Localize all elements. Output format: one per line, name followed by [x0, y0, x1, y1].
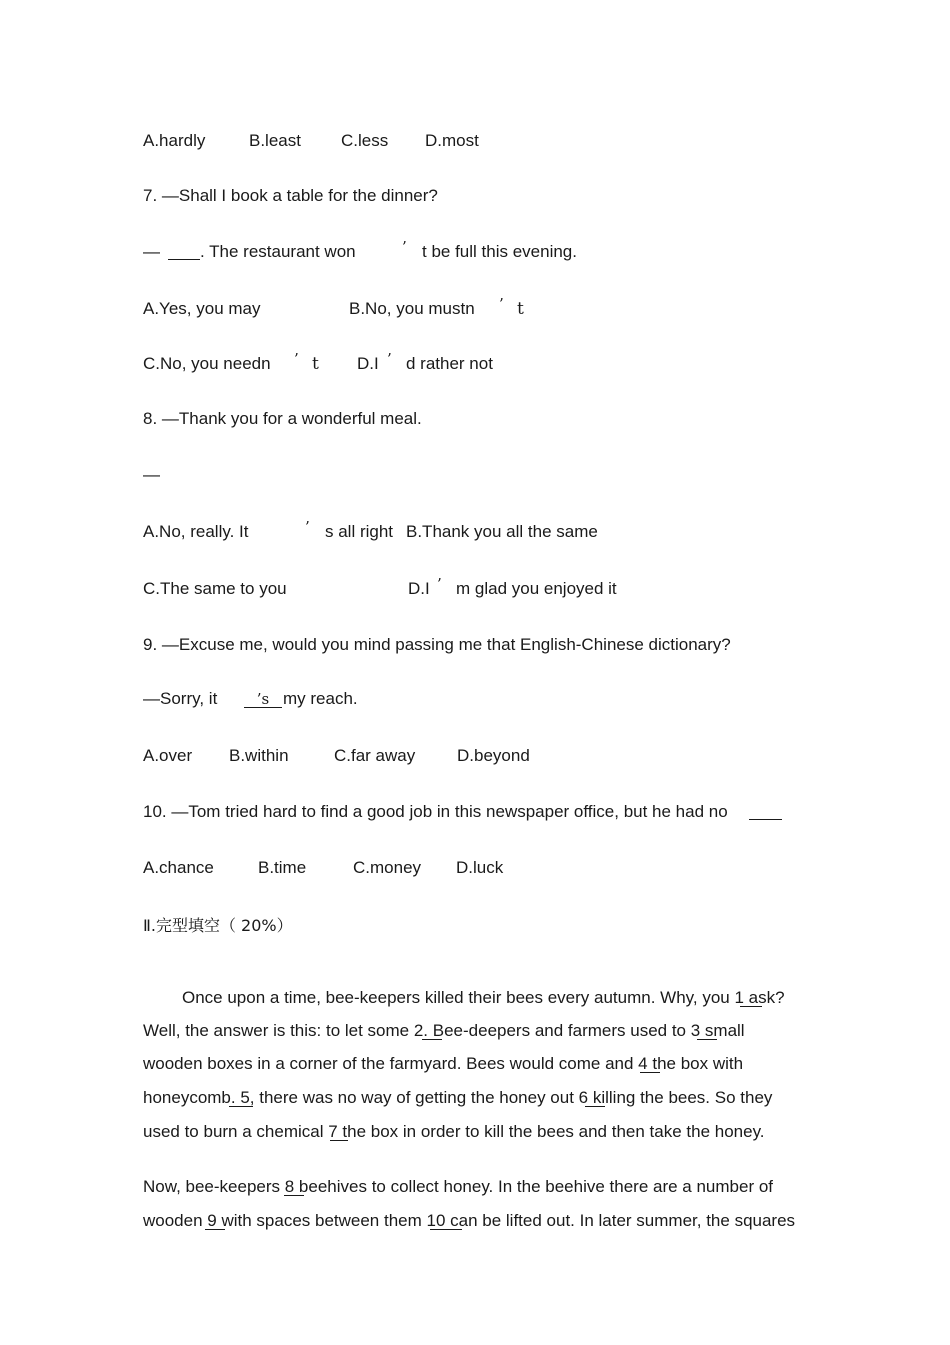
q7-option-b: B.No, you mustn	[349, 299, 475, 318]
blank-5-underline	[229, 1106, 253, 1107]
q8-option-a-end: s all right	[325, 522, 394, 541]
q7-option-d-apos: ’	[387, 350, 392, 368]
blank-3-underline	[697, 1039, 717, 1040]
q7-dash: —	[143, 242, 160, 261]
blank-2-underline	[422, 1039, 442, 1040]
q9-option-b: B.within	[229, 746, 289, 765]
passage-line-7: wooden 9 with spaces between them 10 can be lifted out. In later summer, the squares	[143, 1211, 796, 1230]
q7-apostrophe: ’	[402, 238, 407, 256]
blank-4-underline	[640, 1072, 660, 1073]
q8-option-a-apos: ’	[305, 518, 310, 536]
blank-1-underline	[740, 1006, 762, 1007]
section-title: Ⅱ.完型填空（ 20%）	[143, 916, 293, 935]
q6-option-b: B.least	[249, 131, 301, 150]
passage-line-4: honeycomb. 5, there was no way of getting the honey out 6 killing the bees. So they	[143, 1088, 773, 1107]
q6-option-d: D.most	[425, 131, 479, 150]
q7-option-a: A.Yes, you may	[143, 299, 261, 318]
passage-line-5: used to burn a chemical 7 the box in order to kill the bees and then take the honey.	[143, 1122, 765, 1141]
q9-option-c: C.far away	[334, 746, 416, 765]
blank-7-underline	[330, 1140, 348, 1141]
q8-option-d-apos: ’	[437, 575, 442, 593]
blank-8-underline	[284, 1195, 304, 1196]
q8-question: 8. —Thank you for a wonderful meal.	[143, 409, 422, 428]
q10-option-a: A.chance	[143, 858, 214, 877]
q9-response-start: —Sorry, it	[143, 689, 218, 708]
q10-option-b: B.time	[258, 858, 307, 877]
q8-option-a: A.No, really. It	[143, 522, 249, 541]
q8-option-b: B.Thank you all the same	[406, 522, 598, 541]
q8-option-d: D.I	[408, 579, 430, 598]
q7-option-c: C.No, you needn	[143, 354, 271, 373]
q7-response-end: t be full this evening.	[422, 242, 577, 261]
q10-option-c: C.money	[353, 858, 422, 877]
q6-option-c: C.less	[341, 131, 389, 150]
q8-option-d-end: m glad you enjoyed it	[456, 579, 617, 598]
q10-question: 10. —Tom tried hard to find a good job in this newspaper office, but he had no	[143, 802, 728, 821]
passage-line-3: wooden boxes in a corner of the farmyard. Bees would come and 4 the box with	[143, 1054, 744, 1073]
passage-line-2: Well, the answer is this: to let some 2. Bee-deepers and farmers used to 3 small	[143, 1021, 745, 1040]
q6-option-a: A.hardly	[143, 131, 206, 150]
q9-question: 9. —Excuse me, would you mind passing me that English-Chinese dictionary?	[143, 635, 731, 654]
q9-response-end: my reach.	[283, 689, 358, 708]
q9-option-a: A.over	[143, 746, 193, 765]
q10-option-d: D.luck	[456, 858, 504, 877]
blank-9-underline	[205, 1229, 225, 1230]
q7-option-c-apos: ’	[294, 350, 299, 368]
q10-blank	[749, 803, 782, 820]
q9-option-d: D.beyond	[457, 746, 530, 765]
blank-6-underline	[585, 1106, 605, 1107]
q7-question: 7. —Shall I book a table for the dinner?	[143, 186, 438, 205]
q7-option-c-end: t	[312, 354, 319, 374]
q7-option-b-apos: ’	[499, 295, 504, 313]
q8-dash: —	[143, 465, 160, 484]
blank-10-underline	[430, 1229, 462, 1230]
passage-line-1: Once upon a time, bee-keepers killed their bees every autumn. Why, you 1 ask?	[182, 988, 785, 1007]
q7-option-d: D.I	[357, 354, 379, 373]
passage-line-6: Now, bee-keepers 8 beehives to collect honey. In the beehive there are a number of	[143, 1177, 774, 1196]
q7-response-mid: . The restaurant won	[200, 242, 356, 261]
q7-option-b-end: t	[517, 299, 524, 319]
q9-blank: ’s	[244, 688, 282, 708]
q8-option-c: C.The same to you	[143, 579, 287, 598]
q7-blank	[168, 243, 200, 260]
q7-option-d-end: d rather not	[406, 354, 493, 373]
